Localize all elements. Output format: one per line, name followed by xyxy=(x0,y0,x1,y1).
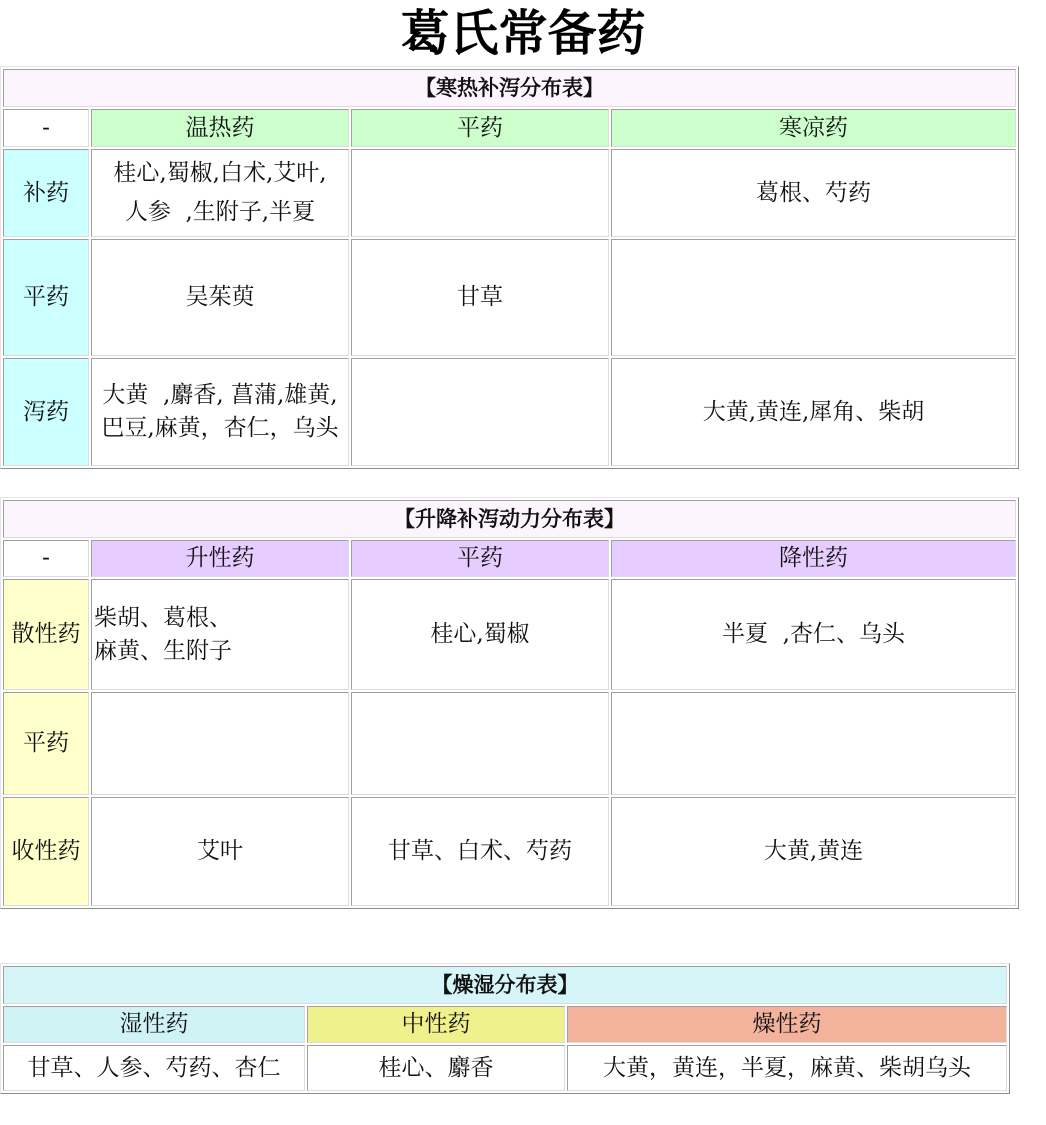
cell-dispersing-descending: 半夏 ,杏仁、乌头 xyxy=(611,579,1016,690)
cell-neutral-cold-cool xyxy=(611,239,1016,356)
cell-astringent-ascending: 艾叶 xyxy=(91,797,349,906)
cell-purging-warm-hot xyxy=(91,358,349,466)
column-header-neutral: 中性药 xyxy=(307,1006,565,1043)
row-header-astringent: 收性药 xyxy=(3,797,89,906)
page-title: 葛氏常备药 xyxy=(400,5,646,62)
cell-astringent-descending: 大黄,黄连 xyxy=(611,797,1016,906)
cell-line: 巴豆,麻黄，杏仁，乌头 xyxy=(101,415,339,441)
column-header-neutral: 平药 xyxy=(351,540,609,577)
corner-cell: - xyxy=(3,109,89,147)
row-header-dispersing: 散性药 xyxy=(3,579,89,690)
column-header-neutral: 平药 xyxy=(351,109,609,147)
cell-damp: 甘草、人参、芍药、杏仁 xyxy=(3,1045,305,1091)
cell-line: 大黄 ,麝香, 菖蒲,雄黄, xyxy=(102,382,338,408)
table-caption: 【寒热补泻分布表】 xyxy=(3,69,1016,107)
cell-neutral-ascending xyxy=(91,692,349,795)
cell-tonifying-cold-cool: 葛根、芍药 xyxy=(611,149,1016,237)
cell-neutral-neutral xyxy=(351,692,609,795)
cell-line: 麻黄、生附子 xyxy=(94,637,232,664)
table-caption: 【升降补泻动力分布表】 xyxy=(3,500,1016,538)
cell-neutral-neutral: 甘草 xyxy=(351,239,609,356)
cell-purging-neutral xyxy=(351,358,609,466)
row-header-tonifying: 补药 xyxy=(3,149,89,237)
cell-line: 柴胡、葛根、 xyxy=(94,604,232,631)
corner-cell: - xyxy=(3,540,89,577)
table-caption: 【燥湿分布表】 xyxy=(3,966,1007,1004)
column-header-dry: 燥性药 xyxy=(567,1006,1007,1043)
cell-purging-cold-cool: 大黄,黄连,犀角、柴胡 xyxy=(611,358,1016,466)
cell-neutral: 桂心、麝香 xyxy=(307,1045,565,1091)
cold-heat-table xyxy=(0,66,1019,469)
cell-line: 桂心,蜀椒,白术,艾叶, xyxy=(113,160,327,186)
row-header-neutral: 平药 xyxy=(3,239,89,356)
row-header-purging: 泻药 xyxy=(3,358,89,466)
column-header-damp: 湿性药 xyxy=(3,1006,305,1043)
cell-tonifying-warm-hot xyxy=(91,149,349,237)
row-header-neutral: 平药 xyxy=(3,692,89,795)
cell-neutral-descending xyxy=(611,692,1016,795)
column-header-descending: 降性药 xyxy=(611,540,1016,577)
cell-dry: 大黄，黄连，半夏，麻黄、柴胡乌头 xyxy=(567,1045,1007,1091)
dry-damp-table xyxy=(0,963,1010,1094)
cell-line: 人参 ,生附子,半夏 xyxy=(124,199,316,225)
column-header-cold-cool: 寒凉药 xyxy=(611,109,1016,147)
column-header-warm-hot: 温热药 xyxy=(91,109,349,147)
column-header-ascending: 升性药 xyxy=(91,540,349,577)
cell-tonifying-neutral xyxy=(351,149,609,237)
ascend-descend-table xyxy=(0,497,1019,909)
cell-astringent-neutral: 甘草、白术、芍药 xyxy=(351,797,609,906)
cell-dispersing-neutral: 桂心,蜀椒 xyxy=(351,579,609,690)
cell-neutral-warm-hot: 吴茱萸 xyxy=(91,239,349,356)
cell-dispersing-ascending xyxy=(91,579,349,690)
